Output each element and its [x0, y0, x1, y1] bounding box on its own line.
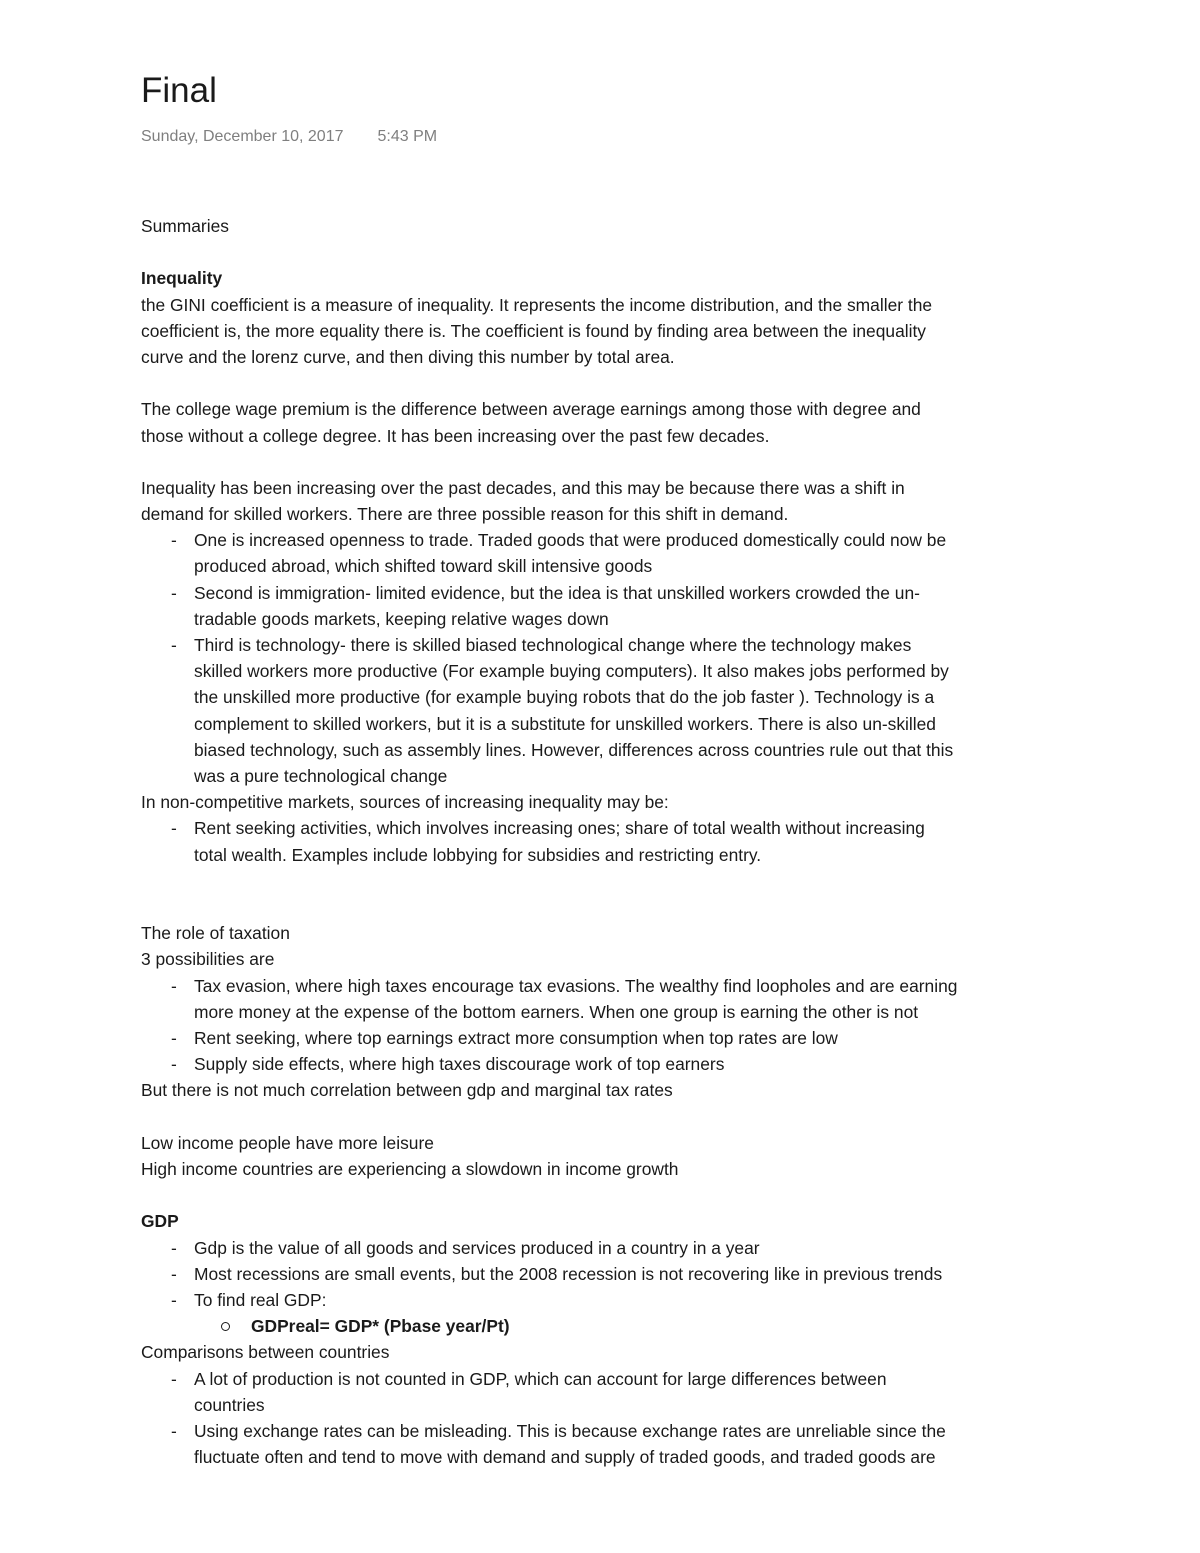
page-date: Sunday, December 10, 2017	[141, 128, 344, 145]
comparisons-list	[141, 1366, 1061, 1471]
taxation-heading: The role of taxation	[141, 923, 290, 944]
gdp-formula: GDPreal= GDP* (Pbase year/Pt)	[141, 1313, 1061, 1339]
taxation-intro: 3 possibilities are	[141, 949, 275, 970]
noncompetitive-list	[141, 815, 1061, 867]
inequality-paragraph-3	[141, 475, 1061, 527]
text-line: coefficient is, the more equality there is. The coefficient is found by finding area between the inequality	[141, 320, 926, 341]
list-item: - Third is technology- there is skilled biased technological change where the technology makes skilled workers more productive (For example buying computers). It also makes jobs performed by the unskilled more productive (for example buying robots that do the job faster ). Technology is a complement to skilled workers, but it is a substitute for unskilled workers. There is also un-skilled biased technology, such as assembly lines. However, differences across countries rule out that this was a pure technological change	[141, 632, 1061, 789]
list-item: - Gdp is the value of all goods and services produced in a country in a year	[141, 1235, 1061, 1261]
gdp-list	[141, 1235, 1061, 1314]
list-item: - Second is immigration- limited evidence, but the idea is that unskilled workers crowded the un- tradable goods markets, keeping relative wages down	[141, 580, 1061, 632]
page-title: Final	[141, 71, 217, 110]
page-time: 5:43 PM	[377, 128, 438, 145]
list-item: - Rent seeking, where top earnings extract more consumption when top rates are low	[141, 1025, 1061, 1051]
text-line: those without a college degree. It has been increasing over the past few decades.	[141, 425, 770, 446]
gdp-heading: GDP	[141, 1211, 179, 1232]
text-line: Inequality has been increasing over the past decades, and this may be because there was a shift in	[141, 477, 905, 498]
leisure-line: Low income people have more leisure	[141, 1132, 434, 1153]
page-timestamp	[141, 128, 437, 146]
text-line: curve and the lorenz curve, and then diving this number by total area.	[141, 346, 675, 367]
list-item: - Supply side effects, where high taxes discourage work of top earners	[141, 1051, 1061, 1077]
text-line: The college wage premium is the difference between average earnings among those with degree and	[141, 399, 921, 420]
income-growth-line: High income countries are experiencing a slowdown in income growth	[141, 1159, 679, 1179]
taxation-list	[141, 973, 1061, 1078]
inequality-paragraph-1	[141, 292, 1061, 371]
text-line: the GINI coefficient is a measure of inequality. It represents the income distribution, and the smaller the	[141, 294, 933, 315]
taxation-conclusion: But there is not much correlation between gdp and marginal tax rates	[141, 1080, 673, 1101]
list-item: - Rent seeking activities, which involves increasing ones; share of total wealth without increasing total wealth. Examples include lobbying for subsidies and restricting entry.	[141, 815, 1061, 867]
gdp-formula-list	[141, 1313, 1061, 1339]
list-item: - Tax evasion, where high taxes encourage tax evasions. The wealthy find loopholes and are earning more money at the expense of the bottom earners. When one group is earning the other is not	[141, 973, 1061, 1025]
list-item: - A lot of production is not counted in GDP, which can account for large differences between countries	[141, 1366, 1061, 1418]
noncompetitive-intro: In non-competitive markets, sources of increasing inequality may be:	[141, 792, 669, 813]
list-item: - Most recessions are small events, but the 2008 recession is not recovering like in previous trends	[141, 1261, 1061, 1287]
inequality-heading: Inequality	[141, 268, 223, 289]
note-body	[141, 213, 1061, 1470]
list-item: - To find real GDP:	[141, 1287, 1061, 1313]
text-line: demand for skilled workers. There are three possible reason for this shift in demand.	[141, 504, 789, 525]
inequality-paragraph-2	[141, 396, 1061, 448]
list-item: - Using exchange rates can be misleading. This is because exchange rates are unreliable since the fluctuate often and tend to move with demand and supply of traded goods, and traded goods are	[141, 1418, 1061, 1470]
demand-shift-reasons-list	[141, 527, 1061, 789]
comparisons-label: Comparisons between countries	[141, 1342, 390, 1363]
summaries-label: Summaries	[141, 216, 229, 236]
list-item: - One is increased openness to trade. Traded goods that were produced domestically could now be produced abroad, which shifted toward skill intensive goods	[141, 527, 1061, 579]
